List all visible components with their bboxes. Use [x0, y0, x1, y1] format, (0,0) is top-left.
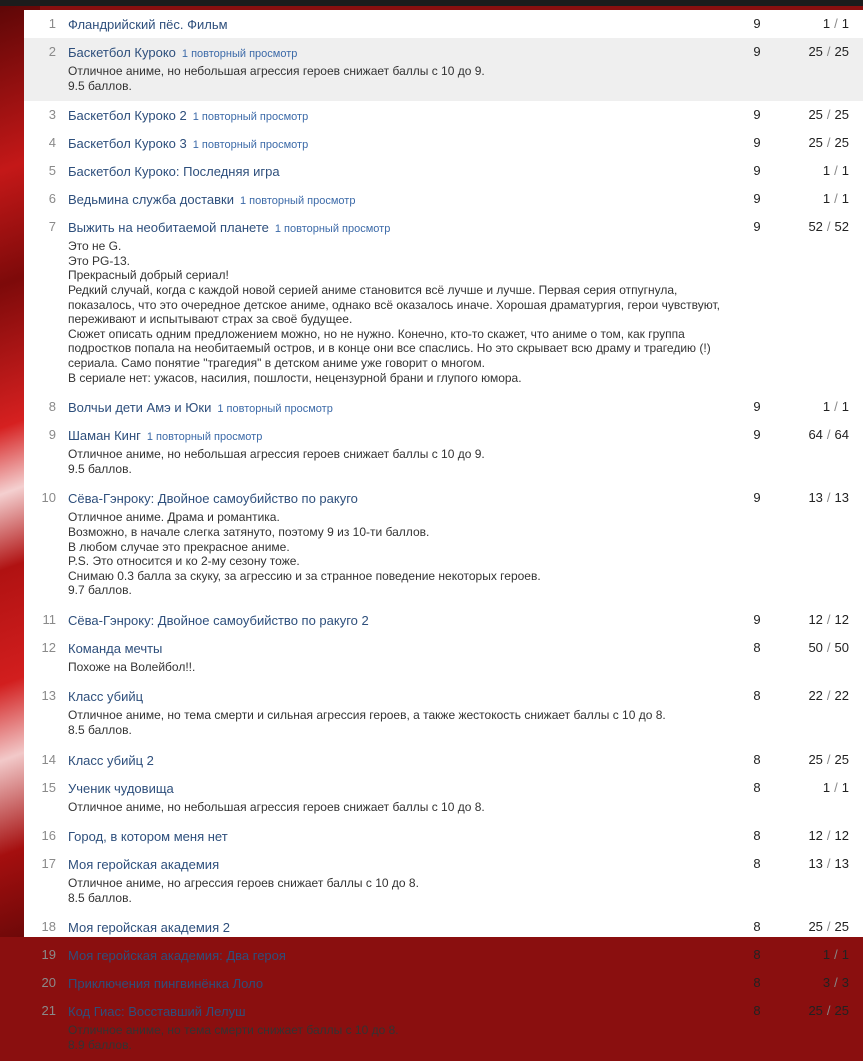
episodes-total: 50: [834, 639, 849, 655]
episode-progress: [808, 427, 849, 442]
anime-title-link[interactable]: Баскетбол Куроко 3: [68, 136, 187, 152]
progress-separator: /: [834, 947, 838, 963]
comment-line: Отличное аниме, но небольшая агрессия героев снижает баллы с 10 до 9.: [68, 447, 485, 462]
episode-progress: [808, 752, 849, 767]
anime-title-link[interactable]: Баскетбол Куроко: Последняя игра: [68, 164, 280, 180]
row-main: [68, 780, 708, 815]
comment-line: Отличное аниме, но агрессия героев снижает баллы с 10 до 8.: [68, 876, 419, 891]
episodes-watched: 1: [822, 163, 831, 179]
progress-separator: /: [826, 1003, 831, 1019]
progress-separator: /: [834, 191, 838, 207]
comment-line: 9.5 баллов.: [68, 78, 132, 93]
episodes-total: 13: [834, 490, 849, 506]
row-main: [68, 828, 708, 846]
anime-title-link[interactable]: Моя геройская академия: [68, 857, 220, 873]
row-number: 1: [48, 16, 56, 31]
anime-title-link[interactable]: Код Гиас: Восставший Лелуш: [68, 1004, 246, 1020]
user-comment: [68, 708, 708, 737]
episodes-total: 1: [841, 163, 849, 179]
user-comment: [68, 447, 708, 476]
score-value: 9: [753, 191, 761, 207]
comment-line: Сюжет описать одним предложением можно, но не нужно. Конечно, кто-то скажет, что аниме о том, как группа: [68, 326, 685, 341]
comment-line: Возможно, в начале слегка затянуто, поэтому 9 из 10-ти баллов.: [68, 524, 430, 539]
row-main: [68, 399, 708, 417]
comment-line: 8.5 баллов.: [68, 890, 132, 905]
list-item: [24, 969, 863, 997]
comment-line: P.S. Это относится и ко 2-му сезону тоже.: [68, 554, 300, 569]
anime-title-link[interactable]: Ученик чудовища: [68, 780, 174, 796]
progress-separator: /: [834, 779, 838, 795]
row-number: 20: [41, 975, 56, 991]
comment-line: 9.7 баллов.: [68, 583, 132, 598]
row-number: 18: [41, 919, 56, 935]
anime-title-link[interactable]: Класс убийц 2: [68, 752, 154, 768]
score-value: 8: [753, 856, 761, 872]
episodes-watched: 1: [822, 947, 831, 963]
episode-progress: [808, 919, 849, 934]
row-number: 3: [48, 107, 56, 123]
row-main: [68, 427, 708, 476]
user-comment: [68, 800, 708, 815]
row-number: 2: [48, 44, 56, 59]
anime-title-link[interactable]: Команда мечты: [68, 640, 163, 656]
episodes-watched: 52: [808, 219, 823, 235]
episodes-watched: 1: [822, 16, 831, 31]
episodes-total: 12: [834, 828, 849, 844]
episode-progress: [808, 107, 849, 122]
episodes-total: 64: [834, 427, 849, 443]
row-main: [68, 135, 708, 153]
comment-line: Отличное аниме. Драма и романтика.: [68, 510, 280, 525]
list-item: [24, 913, 863, 941]
episode-progress: [808, 490, 849, 505]
row-number: 10: [41, 490, 56, 506]
anime-title-link[interactable]: Выжить на необитаемой планете: [68, 220, 269, 236]
episodes-watched: 1: [822, 191, 831, 207]
episode-progress: [808, 612, 849, 627]
anime-title-link[interactable]: Моя геройская академия: Два героя: [68, 948, 286, 964]
list-item: [24, 606, 863, 634]
row-main: [68, 919, 708, 937]
comment-line: Прекрасный добрый сериал!: [68, 268, 229, 283]
list-item: [24, 10, 863, 38]
user-comment: [68, 660, 708, 675]
episode-progress: [823, 16, 849, 31]
episode-progress: [808, 828, 849, 843]
row-number: 19: [41, 947, 56, 963]
episodes-total: 25: [834, 751, 849, 767]
episodes-total: 12: [834, 611, 849, 627]
row-main: [68, 688, 708, 737]
score-value: 9: [753, 427, 761, 443]
row-main: [68, 640, 708, 675]
list-item: [24, 129, 863, 157]
comment-line: Похоже на Волейбол!!.: [68, 659, 196, 674]
episode-progress: [808, 44, 849, 59]
user-comment: [68, 876, 708, 905]
anime-title-link[interactable]: Баскетбол Куроко 2: [68, 108, 187, 124]
row-number: 17: [41, 856, 56, 872]
episode-progress: [808, 219, 849, 234]
row-main: [68, 219, 720, 385]
episodes-total: 1: [841, 779, 849, 795]
rewatch-count: 1 повторный просмотр: [217, 403, 333, 416]
episodes-total: 1: [841, 191, 849, 207]
list-item: [24, 682, 863, 745]
comment-line: Отличное аниме, но небольшая агрессия героев снижает баллы с 10 до 9.: [68, 64, 485, 78]
episodes-watched: 12: [808, 611, 823, 627]
comment-line: Это PG-13.: [68, 253, 131, 268]
score-value: 9: [753, 163, 761, 179]
list-item: [24, 421, 863, 484]
row-main: [68, 163, 708, 181]
comment-line: сериала. Само понятие "трагедия" в детском аниме уже говорит о многом.: [68, 355, 485, 370]
list-item: [24, 850, 863, 913]
progress-separator: /: [826, 856, 831, 872]
rewatch-count: 1 повторный просмотр: [181, 48, 298, 60]
episodes-total: 25: [834, 44, 849, 59]
progress-separator: /: [826, 490, 831, 506]
episode-progress: [823, 191, 849, 206]
anime-title-link[interactable]: Ведьмина служба доставки: [68, 192, 234, 208]
episodes-total: 25: [834, 107, 849, 123]
rewatch-count: 1 повторный просмотр: [192, 111, 309, 124]
comment-line: 8.5 баллов.: [68, 723, 132, 738]
progress-separator: /: [834, 16, 838, 31]
episode-progress: [823, 399, 849, 414]
row-number: 15: [41, 779, 56, 795]
list-item: [24, 101, 863, 129]
rewatch-count: 1 повторный просмотр: [274, 223, 391, 236]
score-value: 8: [753, 828, 761, 844]
rewatch-count: 1 повторный просмотр: [239, 195, 356, 208]
anime-title-link[interactable]: Фландрийский пёс. Фильм: [68, 17, 228, 32]
progress-separator: /: [826, 919, 831, 935]
episode-progress: [808, 135, 849, 150]
progress-separator: /: [826, 135, 831, 151]
row-main: [68, 856, 708, 905]
progress-separator: /: [826, 44, 831, 59]
episode-progress: [823, 947, 849, 962]
list-item: [24, 941, 863, 969]
comment-line: переживают и испытывают страх за своё будущее.: [68, 312, 353, 327]
row-number: 5: [48, 163, 56, 179]
episode-progress: [823, 780, 849, 795]
score-value: 9: [753, 399, 761, 415]
episodes-total: 22: [834, 688, 849, 704]
progress-separator: /: [826, 688, 831, 704]
episodes-total: 3: [841, 975, 849, 991]
score-value: 8: [753, 688, 761, 704]
list-item: [24, 822, 863, 850]
anime-title-link[interactable]: Класс убийц: [68, 689, 144, 705]
row-number: 9: [48, 427, 56, 443]
rewatch-count: 1 повторный просмотр: [146, 431, 263, 444]
episodes-watched: 25: [808, 1003, 823, 1019]
user-comment: [68, 64, 708, 93]
episodes-watched: 25: [808, 44, 823, 59]
list-item: [24, 185, 863, 213]
list-item: [24, 746, 863, 774]
comment-line: 9.5 баллов.: [68, 461, 132, 476]
episodes-total: 1: [841, 399, 849, 415]
list-item: [24, 38, 863, 101]
episodes-watched: 3: [822, 975, 831, 991]
episodes-watched: 1: [822, 399, 831, 415]
row-number: 21: [41, 1003, 56, 1019]
score-value: 8: [753, 751, 761, 767]
list-item: [24, 213, 863, 393]
comment-line: В сериале нет: ужасов, насилия, пошлости, нецензурной брани и глупого юмора.: [68, 370, 522, 385]
anime-title-link[interactable]: Сёва-Гэнроку: Двойное самоубийство по ракуго 2: [68, 612, 369, 628]
top-bar: [0, 0, 863, 6]
episodes-watched: 1: [822, 779, 831, 795]
progress-separator: /: [834, 399, 838, 415]
list-item: [24, 774, 863, 823]
episodes-watched: 12: [808, 828, 823, 844]
episodes-total: 1: [841, 16, 849, 31]
progress-separator: /: [834, 163, 838, 179]
anime-title-link[interactable]: Приключения пингвинёнка Лоло: [68, 976, 264, 992]
anime-title-link[interactable]: Город, в котором меня нет: [68, 829, 228, 845]
row-main: [68, 612, 708, 630]
episodes-total: 25: [834, 919, 849, 935]
progress-separator: /: [826, 828, 831, 844]
progress-separator: /: [826, 219, 831, 235]
score-value: 8: [753, 1003, 761, 1019]
progress-separator: /: [826, 611, 831, 627]
score-value: 9: [753, 44, 761, 59]
comment-line: Снимаю 0.3 балла за скуку, за агрессию и за странное поведение некоторых героев.: [68, 568, 541, 583]
anime-title-link[interactable]: Сёва-Гэнроку: Двойное самоубийство по ракуго: [68, 491, 358, 507]
row-main: [68, 16, 708, 34]
score-value: 9: [753, 219, 761, 235]
progress-separator: /: [826, 107, 831, 123]
episode-progress: [823, 163, 849, 178]
row-number: 6: [48, 191, 56, 207]
episode-progress: [808, 640, 849, 655]
comment-line: Это не G.: [68, 239, 122, 254]
row-main: [68, 44, 708, 93]
anime-title-link[interactable]: Баскетбол Куроко: [68, 45, 176, 60]
anime-title-link[interactable]: Волчьи дети Амэ и Юки: [68, 400, 212, 416]
list-item: [24, 634, 863, 683]
episode-progress: [808, 688, 849, 703]
score-value: 8: [753, 947, 761, 963]
score-value: 9: [753, 135, 761, 151]
episodes-watched: 64: [808, 427, 823, 443]
row-main: [68, 975, 708, 993]
score-value: 8: [753, 639, 761, 655]
episode-progress: [808, 856, 849, 871]
episodes-watched: 25: [808, 919, 823, 935]
list-item: [24, 997, 863, 1060]
episodes-watched: 25: [808, 107, 823, 123]
episodes-watched: 22: [808, 688, 823, 704]
episodes-watched: 13: [808, 490, 823, 506]
episode-progress: [823, 975, 849, 990]
list-item: [24, 484, 863, 606]
score-value: 9: [753, 490, 761, 506]
comment-line: подростков попала на необитаемый остров, и в конце они все спаслись. Но это скрывает всю драму и трагедию (!): [68, 341, 711, 356]
episodes-watched: 25: [808, 751, 823, 767]
score-value: 9: [753, 107, 761, 123]
row-main: [68, 191, 708, 209]
user-comment: [68, 510, 708, 598]
comment-line: Отличное аниме, но небольшая агрессия героев снижает баллы с 10 до 8.: [68, 799, 485, 814]
episodes-watched: 25: [808, 135, 823, 151]
row-main: [68, 1003, 708, 1052]
score-value: 8: [753, 975, 761, 991]
row-number: 14: [41, 751, 56, 767]
row-main: [68, 107, 708, 125]
episodes-total: 25: [834, 1003, 849, 1019]
score-value: 8: [753, 919, 761, 935]
score-value: 9: [753, 611, 761, 627]
episodes-total: 13: [834, 856, 849, 872]
comment-line: Редкий случай, когда с каждой новой серией аниме становится всё лучше и лучше. Первая серия отпугнула,: [68, 282, 678, 297]
episodes-total: 25: [834, 135, 849, 151]
row-number: 11: [42, 611, 56, 627]
progress-separator: /: [826, 639, 831, 655]
row-main: [68, 490, 708, 598]
row-number: 8: [48, 399, 56, 415]
anime-title-link[interactable]: Моя геройская академия 2: [68, 920, 230, 936]
episodes-total: 1: [841, 947, 849, 963]
row-number: 4: [48, 135, 56, 151]
comment-line: Отличное аниме, но тема смерти и сильная агрессия героев, а также жестокость снижает баллы с 10 до 8.: [68, 708, 666, 723]
list-item: [24, 393, 863, 421]
list-item: [24, 157, 863, 185]
score-value: 9: [753, 16, 761, 31]
comment-line: показалось, что это очередное детское аниме, однако всё оказалось иначе. Хорошая драматургия, герои чувствуют,: [68, 297, 720, 312]
score-value: 8: [753, 779, 761, 795]
progress-separator: /: [826, 427, 831, 443]
progress-separator: /: [826, 751, 831, 767]
row-number: 7: [48, 219, 56, 235]
rewatch-count: 1 повторный просмотр: [192, 139, 309, 152]
row-number: 12: [41, 639, 56, 655]
row-number: 13: [41, 688, 56, 704]
comment-line: 8.9 баллов.: [68, 1038, 132, 1053]
user-comment: [68, 1023, 708, 1052]
anime-title-link[interactable]: Шаман Кинг: [68, 428, 141, 444]
episodes-watched: 13: [808, 856, 823, 872]
comment-line: В любом случае это прекрасное аниме.: [68, 539, 290, 554]
episode-progress: [808, 1003, 849, 1018]
row-main: [68, 752, 708, 770]
episodes-total: 52: [834, 219, 849, 235]
user-comment: [68, 239, 720, 385]
progress-separator: /: [834, 975, 838, 991]
episodes-watched: 50: [808, 639, 823, 655]
row-main: [68, 947, 708, 965]
comment-line: Отличное аниме, но тема смерти снижает баллы с 10 до 8.: [68, 1023, 399, 1038]
anime-list: [24, 10, 863, 1053]
row-number: 16: [41, 828, 56, 844]
